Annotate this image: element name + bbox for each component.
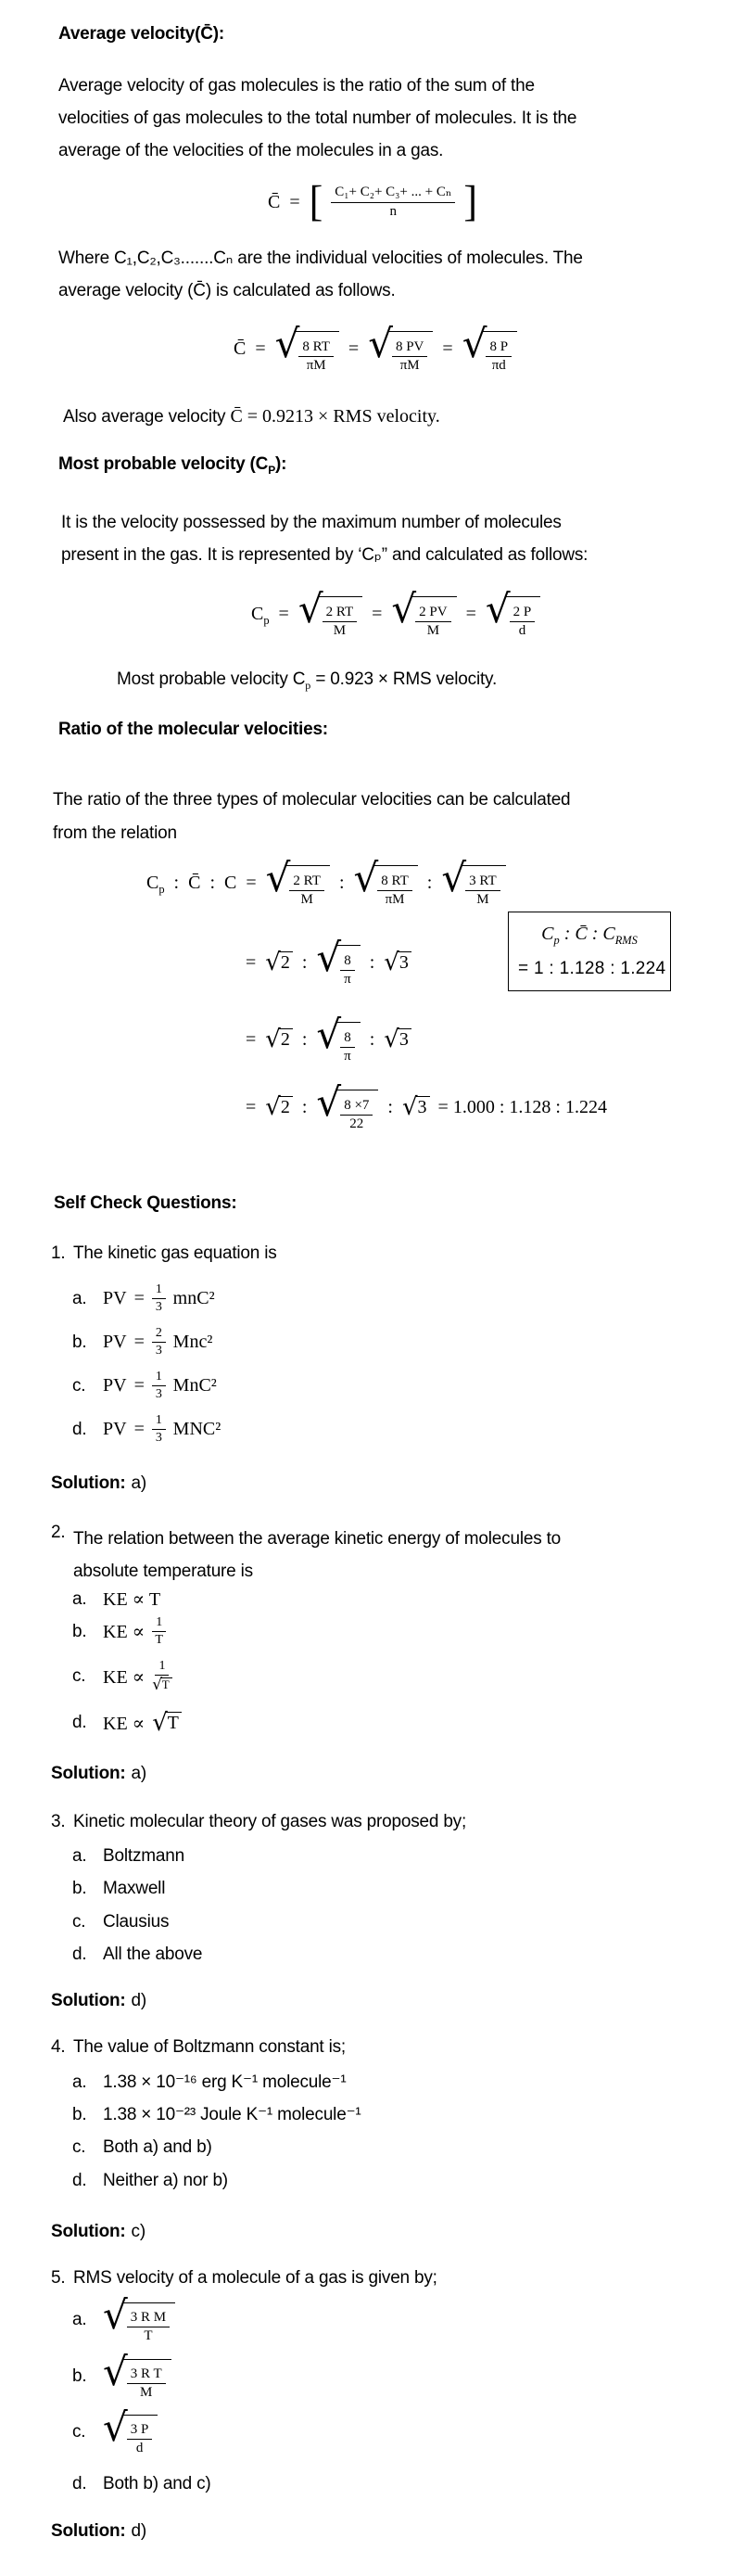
paragraph-line: from the relation — [53, 823, 177, 843]
question-text: RMS velocity of a molecule of a gas is given by; — [73, 2268, 437, 2288]
fraction-denominator: M — [333, 623, 347, 639]
solution-answer: a) — [131, 1764, 147, 1783]
line-most-probable-ratio — [117, 670, 497, 690]
option-marker: a. — [72, 1846, 87, 1866]
subscript: P — [268, 463, 276, 477]
option-row — [72, 2072, 346, 2093]
formula-ratio-step-1 — [245, 935, 411, 988]
formula-ratio-definition — [146, 855, 506, 909]
fraction — [415, 605, 450, 640]
paragraph-line: Average velocity of gas molecules is the ratio of the sum of the — [58, 76, 535, 96]
equals-sign: = — [246, 952, 257, 974]
solution-label: Solution: — [51, 2222, 126, 2241]
colon: : — [369, 952, 375, 974]
sqrt-symbol: √ — [316, 935, 342, 980]
option-marker: a. — [72, 2310, 87, 2330]
formula-ratio-step-2 — [245, 1012, 411, 1065]
heading-most-probable-velocity: Most probable velocity $(C_P)$: — [58, 454, 287, 477]
question-text: The relation between the average kinetic energy of molecules to absolute temperature is — [73, 1529, 562, 1581]
fraction — [510, 605, 536, 640]
option-row — [72, 1588, 160, 1611]
radical — [316, 1012, 360, 1065]
formula-lhs: $C_p$ — [251, 604, 270, 628]
fraction-numerator: 8 ×7 — [340, 1098, 373, 1116]
sqrt-symbol: √ — [384, 949, 399, 977]
fraction: $\frac{2}{3}$ — [152, 1326, 166, 1358]
equals-sign: = — [255, 338, 266, 360]
subscript: p — [158, 883, 165, 897]
option-marker: d. — [72, 1945, 87, 1964]
equals-sign: = — [442, 338, 453, 360]
formula-result: = 1.000 : 1.128 : 1.224 — [437, 1097, 607, 1118]
fraction — [331, 185, 455, 220]
paragraph-line: It is the velocity possessed by the maximum number of molecules — [61, 513, 562, 532]
equals-sign: = — [133, 1419, 145, 1440]
option-row: d. PV = $\frac{1}{3}$ MNC² — [72, 1413, 221, 1446]
sqrt-symbol: √ — [265, 1093, 281, 1122]
fraction-denominator: π — [344, 972, 351, 988]
fraction-numerator: 2 RT — [289, 874, 324, 891]
colon: : — [426, 873, 433, 894]
option-text: Neither a) nor b) — [103, 2171, 228, 2190]
colon: : — [301, 952, 308, 974]
option-text: Maxwell — [103, 1879, 166, 1898]
option-marker: b. — [72, 2104, 87, 2124]
fraction-numerator: 8 RT — [377, 874, 412, 891]
paragraph-line: The ratio of the three types of molecular velocities can be calculated — [53, 790, 571, 810]
option-text: Both b) and c) — [103, 2474, 211, 2493]
option-row — [72, 2404, 158, 2457]
option-formula: Mnc² — [172, 1332, 213, 1353]
subscript: RMS — [614, 934, 638, 947]
radical — [441, 855, 505, 909]
sqrt-symbol: √ — [462, 321, 487, 366]
radical — [316, 935, 360, 988]
paragraph-line: average of the velocities of the molecules in a gas. — [58, 141, 444, 160]
sqrt-symbol: √ — [152, 1709, 168, 1737]
fraction-numerator: 8 RT — [298, 339, 334, 357]
line-text: = 0.923 × RMS velocity. — [310, 670, 498, 689]
sqrt-symbol: √ — [152, 1675, 162, 1694]
option-row: b. PV = $\frac{2}{3}$ Mnc² — [72, 1326, 213, 1358]
colon: : — [338, 873, 345, 894]
solution-4 — [51, 2222, 146, 2242]
option-marker: c. — [72, 1375, 86, 1396]
option-row: b. KE ∝ $\frac{1}{T}$ — [72, 1615, 166, 1648]
sqrt-term: √ T — [152, 1711, 181, 1736]
fraction: $\frac{1}{3}$ — [152, 1413, 166, 1446]
question-1 — [51, 1243, 277, 1264]
paragraph-line: average velocity (C̄) is calculated as follows. — [58, 281, 396, 300]
fraction-denominator: 22 — [349, 1116, 364, 1132]
sqrt-symbol: √ — [103, 2292, 128, 2338]
equals-sign: = — [465, 604, 476, 625]
sqrt-symbol: √ — [265, 1026, 281, 1054]
sqrt-term: √ 2 — [265, 1095, 293, 1120]
fraction — [340, 1030, 355, 1065]
option-marker: b. — [72, 2366, 87, 2387]
solution-answer: d) — [131, 2521, 147, 2541]
equals-sign: = — [246, 1029, 257, 1051]
fraction — [340, 953, 355, 988]
radical — [103, 2349, 171, 2402]
equals-sign: = — [246, 1097, 257, 1118]
radical — [103, 2404, 158, 2457]
paragraph-line: velocities of gas molecules to the total number of molecules. It is the — [58, 108, 577, 128]
paragraph-ratio — [53, 784, 570, 850]
formula-ratio-step-3 — [245, 1079, 607, 1133]
option-marker: d. — [72, 1419, 87, 1439]
sqrt-symbol: √ — [441, 855, 467, 900]
solution-3 — [51, 1991, 146, 2011]
fraction-numerator: 2 PV — [415, 605, 450, 622]
option-row — [72, 1945, 202, 1965]
option-row — [72, 2292, 175, 2345]
sqrt-symbol: √ — [353, 855, 379, 900]
option-marker: a. — [72, 1288, 87, 1308]
option-marker: d. — [72, 2474, 87, 2493]
sqrt-symbol: √ — [265, 855, 291, 900]
option-row — [72, 2137, 212, 2158]
option-text: All the above — [103, 1945, 203, 1964]
colon: : — [369, 1029, 375, 1051]
option-row: c. PV = $\frac{1}{3}$ MnC² — [72, 1370, 217, 1402]
option-formula: MnC² — [172, 1375, 217, 1396]
radical — [368, 321, 433, 375]
line-also-average-velocity — [63, 406, 440, 427]
question-3 — [51, 1812, 466, 1832]
colon: : — [563, 924, 571, 944]
radical — [297, 586, 362, 640]
subscript: p — [305, 678, 311, 692]
subscript: p — [263, 614, 270, 628]
question-number: 2. — [51, 1523, 66, 1542]
option-text: Boltzmann — [103, 1846, 184, 1866]
radical — [353, 855, 418, 909]
solution-answer: d) — [131, 1991, 147, 2010]
heading-self-check: Self Check Questions: — [54, 1193, 237, 1213]
formula-lhs: C̄ — [234, 338, 247, 360]
fraction-denominator: π — [344, 1049, 351, 1065]
paragraph-where-velocities — [58, 242, 583, 307]
fraction-denominator: πM — [306, 358, 326, 374]
fraction: $\frac{\text{3 R T}}{M}$ — [127, 2366, 166, 2402]
question-number: 1. — [51, 1243, 66, 1263]
question-text: The value of Boltzmann constant is; — [73, 2037, 346, 2057]
radical — [274, 321, 339, 375]
solution-1 — [51, 1473, 146, 1494]
fraction — [340, 1098, 373, 1133]
paragraph-most-probable — [61, 506, 588, 571]
solution-label: Solution: — [51, 1991, 126, 2010]
fraction-denominator: πM — [399, 358, 420, 374]
question-4 — [51, 2037, 346, 2058]
question-2 — [51, 1523, 561, 1588]
fraction-denominator: πd — [491, 358, 506, 374]
paragraph-line: Where C₁,C₂,C₃.......Cₙ are the individual velocities of molecules. The — [58, 249, 583, 268]
fraction: $\frac{1}{T}$ — [152, 1615, 166, 1648]
radical — [462, 321, 517, 375]
fraction-numerator: 8 PV — [392, 339, 427, 357]
fraction: $\frac{3 P}{d}$ — [127, 2422, 153, 2457]
fraction-numerator: 8 — [340, 1030, 355, 1048]
line-text: Most probable velocity C — [117, 670, 306, 689]
formula-most-probable-velocity — [251, 586, 540, 640]
fraction-denominator: M — [426, 623, 440, 639]
option-row: c. KE ∝ 1 √ T — [72, 1659, 172, 1694]
heading-average-velocity: Average velocity(C̄): — [58, 24, 225, 44]
sqrt-symbol: √ — [384, 1026, 399, 1054]
colon: : — [209, 873, 216, 894]
equals-sign: = — [348, 338, 360, 360]
radical — [103, 2292, 175, 2345]
question-number: 3. — [51, 1812, 66, 1831]
right-bracket: ] — [463, 177, 477, 226]
fraction — [486, 339, 512, 375]
option-text: Clausius — [103, 1912, 170, 1932]
sqrt-term: √ 3 — [384, 1027, 411, 1052]
line-math: C̄ = 0.9213 × RMS velocity. — [230, 406, 440, 427]
option-row: d. KE ∝ √ T — [72, 1711, 182, 1736]
fraction-denominator: M — [300, 892, 313, 908]
sqrt-symbol: √ — [297, 586, 323, 631]
option-marker: a. — [72, 2072, 87, 2092]
equals-sign: = — [372, 604, 383, 625]
fraction-numerator: 2 RT — [323, 605, 358, 622]
question-text: The kinetic gas equation is — [73, 1243, 277, 1263]
equals-sign: = — [289, 191, 300, 212]
option-row — [72, 1846, 184, 1867]
fraction: $\frac{\text{3 R M}}{T}$ — [127, 2310, 170, 2345]
sqrt-term: √ T — [152, 1677, 171, 1692]
formula-lhs: $C_p$ — [146, 873, 165, 897]
formula-average-velocity-definition — [268, 179, 477, 225]
left-bracket: [ — [309, 177, 323, 226]
solution-label: Solution: — [51, 2521, 126, 2541]
option-row: a. PV = $\frac{1}{3}$ mnC² — [72, 1282, 215, 1315]
sqrt-term: √ 3 — [384, 950, 411, 976]
fraction — [392, 339, 427, 375]
equals-sign: = — [133, 1375, 145, 1396]
fraction — [377, 874, 412, 909]
formula-average-velocity-sqrt — [234, 321, 517, 375]
fraction — [289, 874, 324, 909]
option-row — [72, 1912, 169, 1932]
line-text: Also average velocity — [63, 407, 226, 427]
sqrt-symbol: √ — [485, 586, 511, 631]
sqrt-symbol: √ — [274, 321, 300, 366]
option-text: Both a) and b) — [103, 2137, 212, 2157]
sqrt-term: √ 2 — [265, 1027, 293, 1052]
sqrt-symbol: √ — [401, 1093, 418, 1122]
fraction — [465, 874, 500, 909]
equals-sign: = — [133, 1332, 145, 1353]
colon: : — [387, 1097, 393, 1118]
option-formula: MNC² — [172, 1419, 221, 1440]
option-marker: b. — [72, 1621, 87, 1641]
option-marker: b. — [72, 1879, 87, 1898]
fraction-numerator: 2 P — [510, 605, 536, 622]
sqrt-symbol: √ — [368, 321, 393, 366]
option-formula: mnC² — [172, 1288, 215, 1309]
fraction-numerator: 3 RT — [465, 874, 500, 891]
option-marker: a. — [72, 1588, 87, 1609]
fraction-numerator: 8 — [340, 953, 355, 971]
sqrt-symbol: √ — [316, 1079, 342, 1125]
option-marker: c. — [72, 1912, 86, 1932]
fraction-numerator: 8 P — [486, 339, 512, 357]
formula-lhs: C̄ — [268, 191, 281, 212]
solution-label: Solution: — [51, 1473, 126, 1493]
radical — [391, 586, 456, 640]
question-text: Kinetic molecular theory of gases was proposed by; — [73, 1812, 467, 1831]
solution-5 — [51, 2521, 146, 2542]
paragraph-line: present in the gas. It is represented by ‘Cₚ” and calculated as follows: — [61, 545, 588, 565]
option-marker: d. — [72, 1713, 87, 1733]
fraction-denominator: πM — [385, 892, 405, 908]
option-row — [72, 2171, 228, 2191]
heading-ratio-velocities: Ratio of the molecular velocities: — [58, 720, 328, 739]
fraction: 1 √ T — [152, 1659, 171, 1694]
option-row — [72, 2349, 171, 2402]
fraction: $\frac{1}{3}$ — [152, 1282, 166, 1315]
fraction — [323, 605, 358, 640]
option-marker: c. — [72, 2137, 86, 2157]
solution-answer: a) — [131, 1473, 147, 1493]
sqrt-symbol: √ — [316, 1012, 342, 1057]
question-number: 4. — [51, 2037, 66, 2057]
radical — [485, 586, 540, 640]
option-marker: c. — [72, 2422, 86, 2442]
box-ratio-values: = 1 : 1.128 : 1.224 — [518, 959, 666, 978]
sqrt-term: √ 2 — [265, 950, 293, 976]
fraction-denominator: n — [389, 203, 398, 219]
fraction-denominator: d — [518, 623, 526, 639]
option-text: 1.38 × 10⁻²³ Joule K⁻¹ molecule⁻¹ — [103, 2105, 361, 2124]
equals-sign: = — [278, 604, 289, 625]
colon: : — [591, 924, 599, 944]
option-row — [72, 2104, 361, 2125]
sqrt-term: √ 3 — [402, 1095, 430, 1120]
equals-sign: = — [246, 873, 257, 894]
fraction-numerator: C₁+ C₂+ C₃+ ... + Cₙ — [331, 185, 455, 202]
option-row — [72, 2474, 211, 2494]
radical — [265, 855, 330, 909]
formula-c: C — [224, 873, 237, 894]
option-text: 1.38 × 10⁻¹⁶ erg K⁻¹ molecule⁻¹ — [103, 2072, 347, 2092]
sqrt-symbol: √ — [265, 949, 281, 977]
paragraph-average-velocity — [58, 70, 576, 167]
sqrt-symbol: √ — [391, 586, 417, 631]
option-marker: b. — [72, 1332, 87, 1352]
sqrt-symbol: √ — [103, 2404, 128, 2450]
colon: : — [301, 1029, 308, 1051]
formula-cbar: C̄ — [188, 873, 201, 894]
option-row — [72, 1879, 165, 1899]
box-ratio-expression: $C_p$ : C̄ : $C_{RMS}$ — [541, 924, 638, 947]
subscript: p — [553, 934, 560, 947]
fraction-denominator: M — [476, 892, 489, 908]
equals-sign: = — [133, 1288, 145, 1309]
colon: : — [301, 1097, 308, 1118]
radical — [316, 1079, 378, 1133]
fraction — [298, 339, 334, 375]
solution-label: Solution: — [51, 1764, 126, 1783]
question-5 — [51, 2268, 437, 2289]
sqrt-symbol: √ — [103, 2349, 128, 2394]
option-formula: KE ∝ T — [103, 1589, 161, 1610]
solution-answer: c) — [131, 2222, 146, 2241]
option-marker: d. — [72, 2171, 87, 2190]
colon: : — [173, 873, 180, 894]
fraction: $\frac{1}{3}$ — [152, 1370, 166, 1402]
solution-2 — [51, 1764, 146, 1784]
question-number: 5. — [51, 2268, 66, 2288]
option-marker: c. — [72, 1666, 86, 1687]
ratio-result-box — [508, 912, 671, 991]
